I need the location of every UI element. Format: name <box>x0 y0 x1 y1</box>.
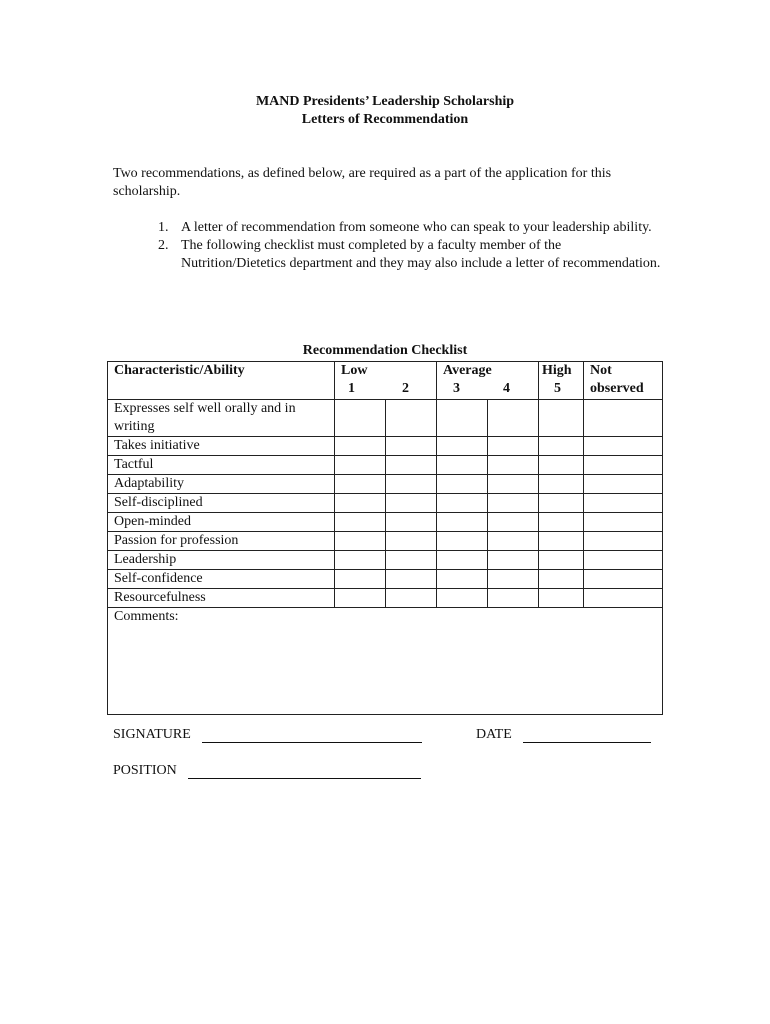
requirement-number: 2. <box>158 238 169 253</box>
rating-cell-3[interactable] <box>437 532 488 551</box>
characteristic-label: Leadership <box>108 551 335 570</box>
checklist-row <box>108 437 663 456</box>
header-rating-4: 4 <box>503 381 510 396</box>
requirement-item <box>158 237 668 273</box>
rating-cell-4[interactable] <box>488 437 539 456</box>
checklist-row <box>108 494 663 513</box>
rating-cell-3[interactable] <box>437 494 488 513</box>
rating-cell-3[interactable] <box>437 456 488 475</box>
rating-cell-4[interactable] <box>488 589 539 608</box>
rating-cell-not-observed[interactable] <box>584 532 663 551</box>
rating-cell-5[interactable] <box>539 437 584 456</box>
checklist-row <box>108 532 663 551</box>
rating-cell-2[interactable] <box>386 589 437 608</box>
checklist-row <box>108 589 663 608</box>
header-characteristic: Characteristic/Ability <box>108 362 335 400</box>
characteristic-label: Expresses self well orally and in writing <box>108 400 335 437</box>
rating-cell-1[interactable] <box>335 437 386 456</box>
rating-cell-2[interactable] <box>386 475 437 494</box>
rating-cell-2[interactable] <box>386 456 437 475</box>
rating-cell-not-observed[interactable] <box>584 400 663 437</box>
rating-cell-3[interactable] <box>437 437 488 456</box>
rating-cell-2[interactable] <box>386 570 437 589</box>
rating-cell-1[interactable] <box>335 513 386 532</box>
rating-cell-not-observed[interactable] <box>584 456 663 475</box>
comments-box[interactable] <box>108 608 663 715</box>
rating-cell-2[interactable] <box>386 513 437 532</box>
header-average-group <box>437 362 539 400</box>
rating-cell-2[interactable] <box>386 551 437 570</box>
comments-row <box>108 608 663 715</box>
position-field <box>113 763 421 779</box>
rating-cell-not-observed[interactable] <box>584 589 663 608</box>
rating-cell-4[interactable] <box>488 570 539 589</box>
characteristic-label: Adaptability <box>108 475 335 494</box>
checklist-row <box>108 456 663 475</box>
header-rating-2: 2 <box>402 381 409 396</box>
rating-cell-3[interactable] <box>437 589 488 608</box>
position-line[interactable] <box>188 766 421 779</box>
rating-cell-2[interactable] <box>386 400 437 437</box>
header-average: Average <box>443 363 492 378</box>
header-rating-5: 5 <box>554 381 561 396</box>
rating-cell-1[interactable] <box>335 475 386 494</box>
characteristic-label: Self-disciplined <box>108 494 335 513</box>
rating-cell-not-observed[interactable] <box>584 494 663 513</box>
rating-cell-1[interactable] <box>335 456 386 475</box>
rating-cell-3[interactable] <box>437 475 488 494</box>
rating-cell-4[interactable] <box>488 513 539 532</box>
requirement-number: 1. <box>158 220 169 235</box>
characteristic-label: Tactful <box>108 456 335 475</box>
checklist-row <box>108 400 663 437</box>
checklist-row <box>108 551 663 570</box>
header-high: High <box>542 363 572 378</box>
rating-cell-1[interactable] <box>335 494 386 513</box>
rating-cell-not-observed[interactable] <box>584 475 663 494</box>
rating-cell-2[interactable] <box>386 494 437 513</box>
rating-cell-3[interactable] <box>437 570 488 589</box>
rating-cell-4[interactable] <box>488 551 539 570</box>
characteristic-label: Open-minded <box>108 513 335 532</box>
rating-cell-3[interactable] <box>437 400 488 437</box>
rating-cell-not-observed[interactable] <box>584 437 663 456</box>
checklist-row <box>108 475 663 494</box>
date-label: DATE <box>476 727 512 742</box>
signature-label: SIGNATURE <box>113 727 191 742</box>
date-line[interactable] <box>523 730 651 743</box>
header-not-observed <box>584 362 663 400</box>
rating-cell-5[interactable] <box>539 513 584 532</box>
header-not-observed-line1: Not <box>590 363 612 378</box>
rating-cell-1[interactable] <box>335 532 386 551</box>
rating-cell-3[interactable] <box>437 513 488 532</box>
rating-cell-4[interactable] <box>488 475 539 494</box>
rating-cell-1[interactable] <box>335 570 386 589</box>
rating-cell-1[interactable] <box>335 400 386 437</box>
rating-cell-5[interactable] <box>539 494 584 513</box>
characteristic-label: Resourcefulness <box>108 589 335 608</box>
rating-cell-5[interactable] <box>539 589 584 608</box>
characteristic-label: Takes initiative <box>108 437 335 456</box>
requirement-item <box>158 219 668 237</box>
header-high-group <box>539 362 584 400</box>
rating-cell-5[interactable] <box>539 456 584 475</box>
rating-cell-5[interactable] <box>539 532 584 551</box>
characteristic-label: Self-confidence <box>108 570 335 589</box>
signature-field <box>113 727 422 743</box>
checklist-row <box>108 513 663 532</box>
rating-cell-1[interactable] <box>335 589 386 608</box>
rating-cell-5[interactable] <box>539 570 584 589</box>
rating-cell-not-observed[interactable] <box>584 513 663 532</box>
rating-cell-4[interactable] <box>488 456 539 475</box>
header-not-observed-line2: observed <box>590 381 644 396</box>
date-field <box>476 727 651 743</box>
checklist-header-row <box>108 362 663 400</box>
requirement-text: The following checklist must completed by a faculty member of the Nutrition/Dietetics department and they may also include a letter of recommendation. <box>181 238 661 271</box>
rating-cell-5[interactable] <box>539 551 584 570</box>
rating-cell-5[interactable] <box>539 400 584 437</box>
requirement-text: A letter of recommendation from someone who can speak to your leadership ability. <box>181 220 652 235</box>
characteristic-label: Passion for profession <box>108 532 335 551</box>
rating-cell-4[interactable] <box>488 532 539 551</box>
rating-cell-5[interactable] <box>539 475 584 494</box>
checklist-row <box>108 570 663 589</box>
rating-cell-1[interactable] <box>335 551 386 570</box>
rating-cell-not-observed[interactable] <box>584 570 663 589</box>
signature-line[interactable] <box>202 730 422 743</box>
rating-cell-4[interactable] <box>488 494 539 513</box>
document-subtitle: Letters of Recommendation <box>301 112 469 127</box>
header-rating-1: 1 <box>348 381 355 396</box>
rating-cell-3[interactable] <box>437 551 488 570</box>
rating-cell-4[interactable] <box>488 400 539 437</box>
recommendation-checklist-table <box>107 361 663 715</box>
rating-cell-not-observed[interactable] <box>584 551 663 570</box>
requirements-list <box>158 219 668 273</box>
document-title: MAND Presidents’ Leadership Scholarship <box>255 94 515 109</box>
rating-cell-2[interactable] <box>386 532 437 551</box>
rating-cell-2[interactable] <box>386 437 437 456</box>
checklist-title: Recommendation Checklist <box>302 343 468 358</box>
header-rating-3: 3 <box>453 381 460 396</box>
intro-paragraph: Two recommendations, as defined below, are required as a part of the application for this scholarship. <box>113 166 612 199</box>
comments-label: Comments: <box>114 609 179 624</box>
header-low: Low <box>341 363 368 378</box>
header-low-group <box>335 362 437 400</box>
position-label: POSITION <box>113 763 177 778</box>
